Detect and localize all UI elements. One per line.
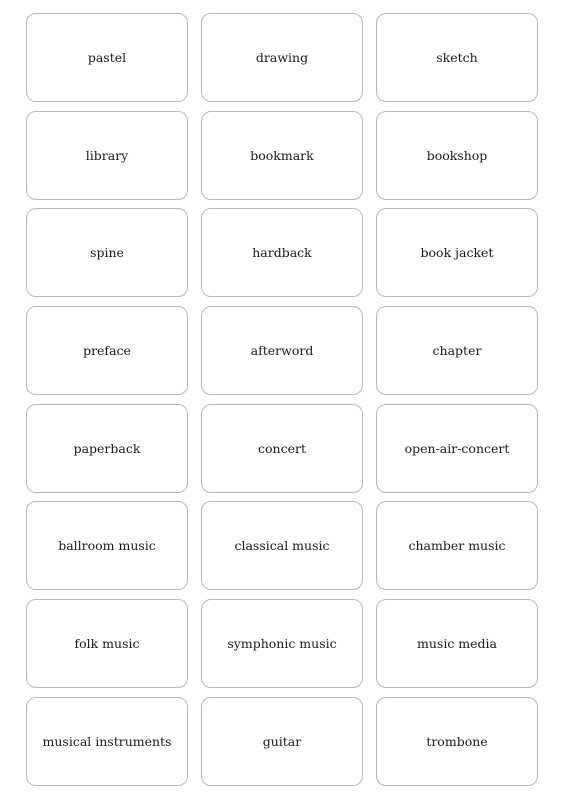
card-label: afterword bbox=[250, 343, 314, 359]
card-label: chapter bbox=[432, 343, 482, 359]
card-label: concert bbox=[258, 440, 306, 456]
word-card bbox=[201, 501, 363, 590]
card-label: open-air-concert bbox=[404, 440, 510, 456]
word-card bbox=[26, 599, 188, 688]
card-label: library bbox=[85, 147, 129, 163]
card-label: classical music bbox=[234, 538, 330, 554]
card-label: paperback bbox=[73, 440, 141, 456]
word-card bbox=[26, 306, 188, 395]
card-label: spine bbox=[90, 245, 124, 261]
word-card bbox=[201, 599, 363, 688]
word-card bbox=[201, 697, 363, 786]
card-label: symphonic music bbox=[227, 636, 337, 652]
word-card bbox=[201, 404, 363, 493]
card-label: bookmark bbox=[250, 147, 314, 163]
word-card bbox=[201, 306, 363, 395]
card-label: drawing bbox=[255, 50, 309, 65]
card-label: pastel bbox=[87, 50, 127, 65]
word-card bbox=[376, 13, 538, 102]
card-label: book jacket bbox=[420, 245, 494, 261]
word-card bbox=[376, 501, 538, 590]
word-card bbox=[26, 111, 188, 200]
card-label: preface bbox=[83, 343, 131, 359]
card-label: folk music bbox=[74, 636, 140, 652]
word-card bbox=[201, 111, 363, 200]
word-card bbox=[26, 13, 188, 102]
word-card bbox=[201, 13, 363, 102]
card-label: trombone bbox=[426, 733, 488, 749]
card-label: bookshop bbox=[426, 147, 488, 163]
word-card bbox=[26, 697, 188, 786]
word-card bbox=[376, 404, 538, 493]
card-label: hardback bbox=[252, 245, 312, 261]
word-card bbox=[201, 208, 363, 297]
word-card bbox=[376, 697, 538, 786]
word-card bbox=[376, 111, 538, 200]
word-card bbox=[26, 208, 188, 297]
word-card bbox=[376, 306, 538, 395]
card-label: musical instruments bbox=[42, 733, 172, 749]
word-card bbox=[26, 404, 188, 493]
card-label: music media bbox=[417, 636, 497, 652]
card-label: guitar bbox=[262, 733, 302, 749]
card-label: ballroom music bbox=[58, 538, 156, 554]
word-card bbox=[376, 208, 538, 297]
card-label: chamber music bbox=[408, 538, 506, 554]
word-card bbox=[376, 599, 538, 688]
card-label: sketch bbox=[436, 50, 478, 65]
card-grid bbox=[26, 13, 538, 786]
word-card bbox=[26, 501, 188, 590]
